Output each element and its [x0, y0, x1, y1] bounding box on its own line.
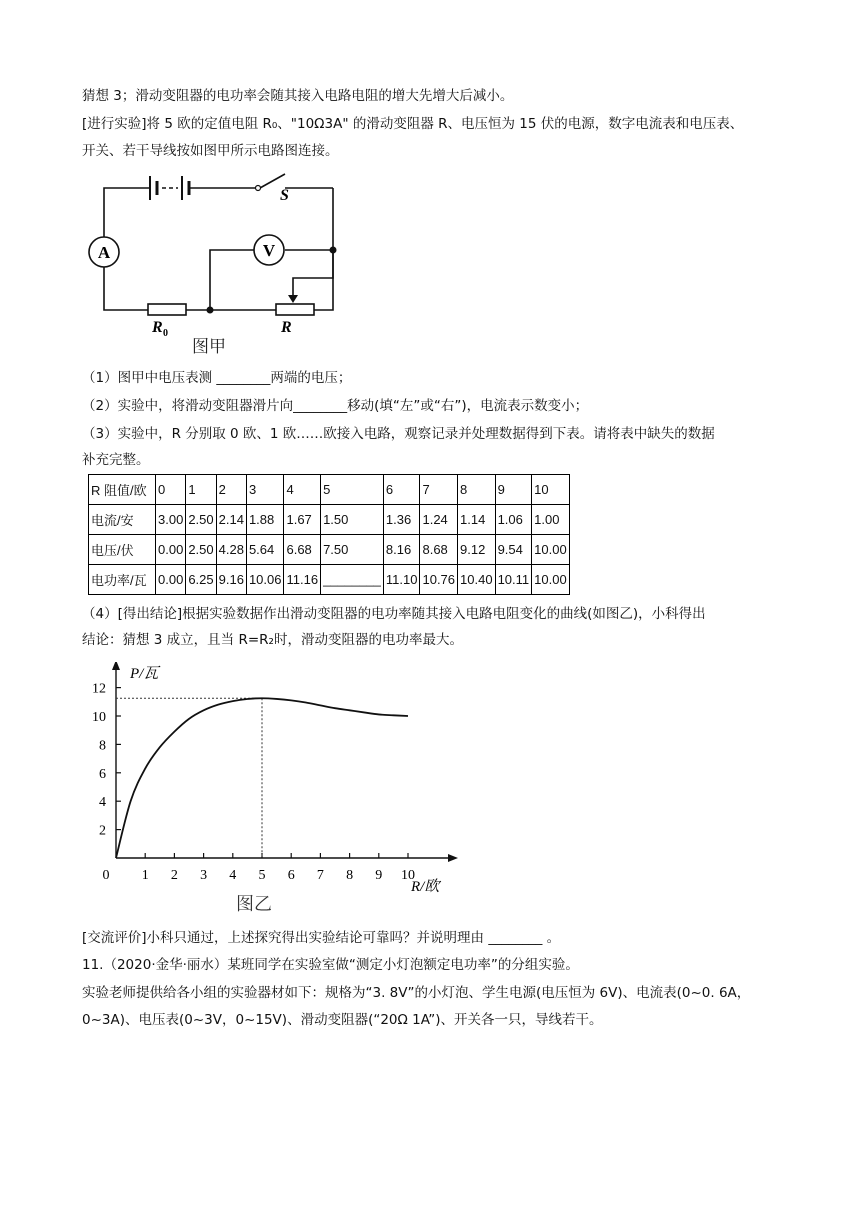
table-cell: 6.68 [284, 535, 321, 565]
table-cell: 7 [420, 475, 458, 505]
question-1: （1）图甲中电压表测 ________两端的电压； [82, 370, 352, 386]
problem-11-title: 11.（2020·金华·丽水）某班同学在实验室做“测定小灯泡额定电功率”的分组实验。 [82, 957, 579, 973]
table-cell: 11.16 [284, 565, 321, 595]
y-tick-label: 2 [99, 823, 106, 839]
table-cell: 8.16 [383, 535, 420, 565]
x-tick-label: 2 [170, 868, 178, 883]
table-row-header: 电压/伏 [89, 535, 156, 565]
x-tick-label: 9 [375, 868, 383, 883]
table-cell: 1.06 [495, 505, 532, 535]
table-cell: 9.12 [458, 535, 496, 565]
table-cell: 1.67 [284, 505, 321, 535]
table-cell: 3.00 [156, 505, 186, 535]
table-cell: 0.00 [156, 535, 186, 565]
table-cell: 8 [458, 475, 496, 505]
x-tick-label: 0 [102, 868, 110, 883]
table-row [89, 535, 570, 565]
table-cell: 1.00 [532, 505, 570, 535]
table-cell: 9.54 [495, 535, 532, 565]
table-cell: 9 [495, 475, 532, 505]
question-4-cont: 结论：猜想 3 成立，且当 R=R₂时，滑动变阻器的电功率最大。 [82, 632, 463, 648]
x-tick-label: 7 [316, 868, 324, 883]
table-cell: 11.10 [383, 565, 420, 595]
problem-11-materials-cont: 0~3A)、电压表(0~3V，0~15V)、滑动变阻器(“20Ω 1A”)、开关各一只，导线若干。 [82, 1012, 603, 1028]
table-cell: 10.11 [495, 565, 532, 595]
x-tick-label: 3 [200, 868, 208, 883]
table-cell: 10.00 [532, 565, 570, 595]
table-row [89, 505, 570, 535]
table-cell: 1.50 [321, 505, 384, 535]
table-cell: 6 [383, 475, 420, 505]
x-tick-label: 5 [258, 868, 266, 883]
table-cell: 2.50 [186, 505, 216, 535]
evaluation-text: [交流评价]小科只通过，上述探究得出实验结论可靠吗？并说明理由 ________ 。 [82, 930, 561, 946]
switch-label: S [280, 187, 289, 204]
table-row-header: R 阻值/欧 [89, 475, 156, 505]
problem-11-materials: 实验老师提供给各小组的实验器材如下：规格为“3. 8V”的小灯泡、学生电源(电压恒为 6V)、电流表(0~0. 6A， [82, 985, 751, 1001]
power-resistance-chart [86, 662, 466, 922]
table-cell: 9.16 [216, 565, 246, 595]
table-row-header: 电功率/瓦 [89, 565, 156, 595]
table-cell: 7.50 [321, 535, 384, 565]
question-4: （4）[得出结论]根据实验数据作出滑动变阻器的电功率随其接入电路电阻变化的曲线(如图乙)，小科得出 [82, 606, 706, 622]
y-tick-label: 12 [92, 681, 106, 697]
text-line-hypothesis: 猜想 3；滑动变阻器的电功率会随其接入电路电阻的增大先增大后减小。 [82, 88, 514, 104]
table-cell: 2.50 [186, 535, 216, 565]
chart-xlabel: R/欧 [411, 879, 440, 895]
junction-dot [207, 307, 214, 314]
x-axis-arrow-icon [448, 854, 458, 862]
y-tick-label: 6 [99, 766, 106, 782]
table-cell: 4.28 [216, 535, 246, 565]
table-row [89, 475, 570, 505]
question-3-cont: 补充完整。 [82, 452, 150, 468]
table-cell: 10.00 [532, 535, 570, 565]
chart-caption: 图乙 [236, 894, 272, 915]
text-line-experiment: [进行实验]将 5 欧的定值电阻 R₀、"10Ω3A" 的滑动变阻器 R、电压恒为 15 伏的电源，数字电流表和电压表、 [82, 116, 744, 132]
table-cell: 10.06 [246, 565, 284, 595]
chart-ylabel: P/瓦 [130, 666, 159, 682]
table-cell: 10.76 [420, 565, 458, 595]
question-2: （2）实验中，将滑动变阻器滑片向________移动(填“左”或“右”)，电流表示数变小； [82, 398, 589, 414]
table-row [89, 565, 570, 595]
table-cell: 3 [246, 475, 284, 505]
y-axis-arrow-icon [112, 662, 120, 670]
table-cell: 1.88 [246, 505, 284, 535]
junction-dot [330, 247, 337, 254]
table-row-header: 电流/安 [89, 505, 156, 535]
table-cell: 1.24 [420, 505, 458, 535]
x-tick-label: 6 [287, 868, 295, 883]
table-cell: 5 [321, 475, 384, 505]
text-line-experiment-cont: 开关、若干导线按如图甲所示电路图连接。 [82, 143, 339, 159]
r0-subscript: 0 [163, 328, 168, 339]
voltmeter-label: V [262, 241, 276, 260]
slider-arrow-icon [288, 295, 298, 303]
table-cell: ________ [321, 565, 384, 595]
y-tick-label: 10 [92, 710, 106, 725]
table-cell: 10 [532, 475, 570, 505]
x-tick-label: 8 [346, 868, 354, 883]
table-cell: 1.36 [383, 505, 420, 535]
table-cell: 8.68 [420, 535, 458, 565]
circuit-caption: 图甲 [192, 337, 226, 357]
x-tick-label: 10 [401, 868, 415, 883]
table-cell: 2.14 [216, 505, 246, 535]
question-3: （3）实验中，R 分别取 0 欧、1 欧……欧接入电路，观察记录并处理数据得到下表。请将表中缺失的数据 [82, 426, 715, 442]
table-cell: 5.64 [246, 535, 284, 565]
power-curve [116, 698, 408, 858]
r-label: R [281, 319, 292, 336]
y-tick-label: 4 [99, 795, 106, 811]
table-cell: 0 [156, 475, 186, 505]
table-cell: 0.00 [156, 565, 186, 595]
table-cell: 4 [284, 475, 321, 505]
table-cell: 10.40 [458, 565, 496, 595]
ammeter-label: A [97, 243, 111, 262]
table-cell: 2 [216, 475, 246, 505]
x-tick-label: 1 [141, 868, 149, 883]
table-cell: 1.14 [458, 505, 496, 535]
x-tick-label: 4 [229, 868, 237, 883]
r0-label: R [152, 319, 163, 336]
table-cell: 1 [186, 475, 216, 505]
data-table [88, 474, 570, 595]
y-tick-label: 8 [99, 738, 106, 754]
circuit-diagram [80, 168, 360, 368]
table-cell: 6.25 [186, 565, 216, 595]
